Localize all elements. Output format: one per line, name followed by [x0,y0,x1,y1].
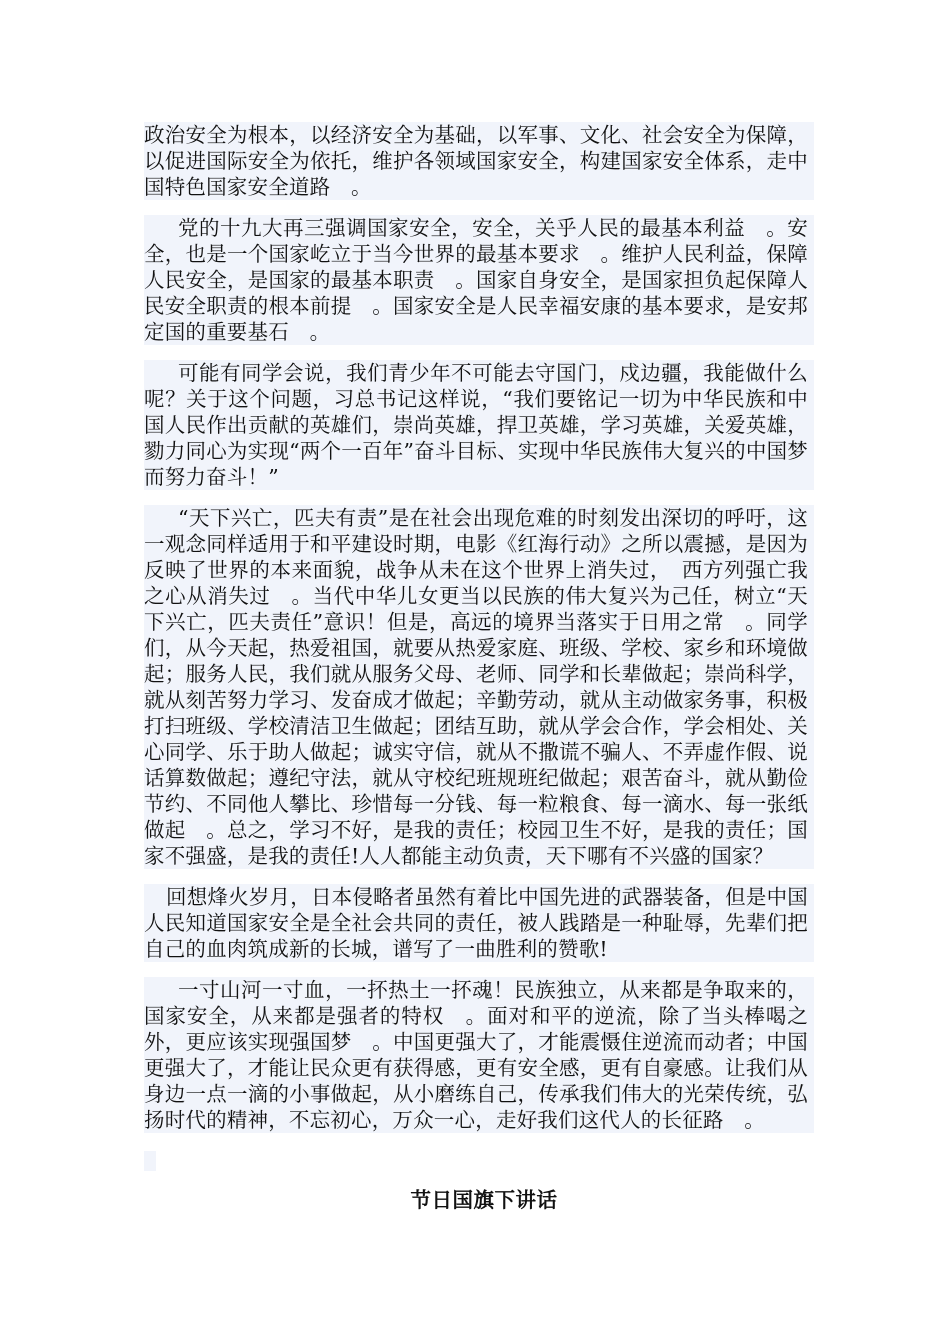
document-page [144,122,814,1213]
paragraph-4: “天下兴亡，匹夫有责”是在社会出现危难的时刻发出深切的呼吁，这一观念同样适用于和平建设时期，电影《红海行动》之所以震撼，是因为反映了世界的本来面貌，战争从未在这个世界上消失过， 西方列强亡我之心从消失过 。当代中华儿女更当以民族的伟大复兴为己任，树立“天下兴亡，匹夫责任”意识！但是，高远的境界当落实于日用之常 。同学们，从今天起，热爱祖国，就要从热爱家庭、班级、学校、家乡和环境做起；服务人民，我们就从服务父母、老师、同学和长辈做起；崇尚科学，就从刻苦努力学习、发奋成才做起；辛勤劳动，就从主动做家务事，积极打扫班级、学校清洁卫生做起；团结互助，就从学会合作，学会相处、关心同学、乐于助人做起；诚实守信，就从不撒谎不骗人、不弄虚作假、说话算数做起；遵纪守法，就从守校纪班规班纪做起；艰苦奋斗，就从勤俭节约、不同他人攀比、珍惜每一分钱、每一粒粮食、每一滴水、每一张纸做起 。总之，学习不好，是我的责任；校园卫生不好，是我的责任；国家不强盛，是我的责任!人人都能主动负责，天下哪有不兴盛的国家？ [144,505,814,869]
paragraph-6: 一寸山河一寸血，一抔热土一抔魂！民族独立，从来都是争取来的，国家安全，从来都是强者的特权 。面对和平的逆流，除了当头棒喝之外，更应该实现强国梦 。中国更强大了，才能震慑住逆流而动者；中国更强大了，才能让民众更有获得感，更有安全感，更有自豪感。让我们从身边一点一滴的小事做起，从小磨练自己，传承我们伟大的光荣传统，弘扬时代的精神，不忘初心，万众一心，走好我们这代人的长征路 。 [144,977,814,1133]
paragraph-1: 政治安全为根本，以经济安全为基础，以军事、文化、社会安全为保障，以促进国际安全为依托，维护各领域国家安全，构建国家安全体系，走中国特色国家安全道路 。 [144,122,814,200]
paragraph-5: 回想烽火岁月，日本侵略者虽然有着比中国先进的武器装备，但是中国人民知道国家安全是全社会共同的责任，被人践踏是一种耻辱，先辈们把自己的血肉筑成新的长城，谱写了一曲胜利的赞歌! [144,884,814,962]
blank-line-highlight [144,1151,156,1171]
paragraph-2: 党的十九大再三强调国家安全，安全，关乎人民的最基本利益 。安全，也是一个国家屹立于当今世界的最基本要求 。维护人民利益，保障人民安全，是国家的最基本职责 。国家自身安全，是国家担负起保障人民安全职责的根本前提 。国家安全是人民幸福安康的基本要求，是安邦定国的重要基石 。 [144,215,814,345]
section-heading: 节日国旗下讲话 [410,1188,558,1212]
paragraph-3: 可能有同学会说，我们青少年不可能去守国门，戍边疆，我能做什么呢？关于这个问题，习总书记这样说，“我们要铭记一切为中华民族和中国人民作出贡献的英雄们，崇尚英雄，捍卫英雄，学习英雄，关爱英雄，勠力同心为实现“两个一百年”奋斗目标、实现中华民族伟大复兴的中国梦而努力奋斗！” [144,360,814,490]
